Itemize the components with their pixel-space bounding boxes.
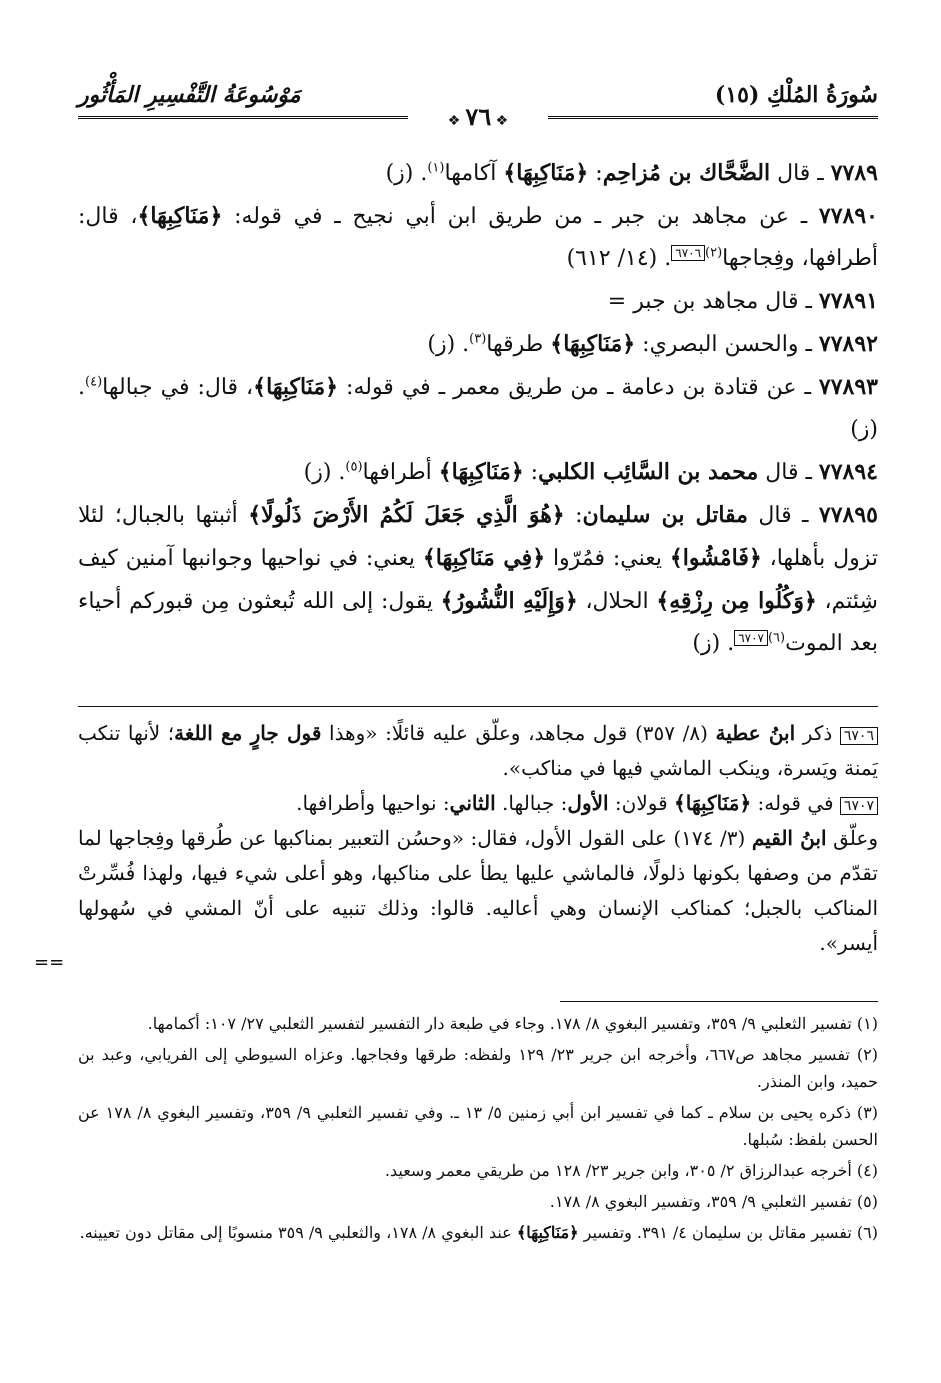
entry-text: ـ عن قتادة بن دعامة ـ من طريق معمر ـ في قوله: xyxy=(338,375,819,400)
narration-number: ٧٧٨٩٠ xyxy=(818,203,878,229)
footnote: (٤) أخرجه عبدالرزاق ٢/ ٣٠٥، وابن جرير ٢٣/ ١٢٨ من طريقي معمر وسعيد. xyxy=(384,1161,878,1180)
narration-number: ٧٧٨٩٤ xyxy=(818,459,878,485)
narrator-name: الضَّحَّاك بن مُزاحِم xyxy=(602,160,771,186)
commentary-note xyxy=(78,821,878,961)
narration-entry xyxy=(78,280,878,323)
entry-text: ـ قال مجاهد بن جبر = xyxy=(607,289,819,314)
entry-text: ، قال: في جبالها xyxy=(102,375,254,400)
footnote-text: عند البغوي ٨/ ١٧٨، والثعلبي ٩/ ٣٥٩ منسوبًا إلى مقاتل دون تعيينه. xyxy=(79,1223,517,1242)
entry-text: الحلال، xyxy=(577,589,657,614)
narration-number: ٧٧٨٩ xyxy=(830,160,878,186)
entry-source: . (ز) xyxy=(385,161,428,186)
continuation-mark: == xyxy=(34,952,65,973)
entry-text: يعني: في نواحيها وجوانبها آمنين كيف شِئتم، xyxy=(78,546,878,614)
entry-text: طرقها xyxy=(486,332,551,357)
quran-quote: ﴿مَنَاكِبِهَا﴾ xyxy=(253,374,339,400)
ornament-icon: ❖ xyxy=(491,113,509,129)
narrator-name: محمد بن السَّائِب الكلبي xyxy=(538,459,759,485)
note-emphasis: الثاني xyxy=(449,791,496,815)
entry-text: أثبتها بالجبال؛ لئلا تزول بأهلها، xyxy=(78,503,878,571)
footnote-ref: (١) xyxy=(427,160,445,176)
note-text: قولان: xyxy=(608,791,675,815)
footnote-text: (٦) تفسير مقاتل بن سليمان ٤/ ٣٩١. وتفسير xyxy=(578,1223,878,1242)
entry-source: . (ز) xyxy=(78,375,878,442)
entry-source: . (ز) xyxy=(692,631,735,656)
note-emphasis: الأول xyxy=(567,791,609,815)
note-text: (٣/ ١٧٤) على القول الأول، فقال: «وحسُن التعبير بمناكبها عن طُرقها وفِجاجها لما تقدّم من وصفها بكونها ذلولًا، فالماشي عليها يطأ على مناكبها، وهو أعلى شيء فيها، ولهذا فُسِّرتْ المناكب بالجبل؛ كمناكب الإنسان وهي أعاليه. قالوا: وذلك تنبيه على أنّ المشي في سُهولها أيسر». xyxy=(78,826,878,955)
quran-quote: ﴿وَكُلُوا مِن رِزْقِهِ﴾ xyxy=(656,588,817,614)
entry-text: آكامها xyxy=(444,161,504,186)
note-text: في قوله: xyxy=(751,791,840,815)
section-divider xyxy=(78,706,878,707)
page-number-block xyxy=(408,102,548,132)
narration-number: ٧٧٨٩١ xyxy=(818,288,878,314)
commentary-ref-box: ٦٧٠٧ xyxy=(840,797,878,815)
entry-text: : xyxy=(588,161,603,186)
quran-quote: ﴿وَإِلَيْهِ النُّشُورُ﴾ xyxy=(440,588,578,614)
footnote-divider xyxy=(560,1001,878,1002)
footnote: (١) تفسير الثعلبي ٩/ ٣٥٩، وتفسير البغوي ٨/ ١٧٨. وجاء في طبعة دار التفسير لتفسير الثعلبي ٢٧/ ١٠٧: أكمامها. xyxy=(147,1014,878,1033)
note-text: وعلّق xyxy=(826,826,878,850)
quran-quote: ﴿مَنَاكِبِهَا﴾ xyxy=(516,1223,579,1242)
sura-title: سُورَةُ المُلْكِ (١٥) xyxy=(714,82,878,108)
footnotes xyxy=(78,1010,878,1250)
commentary-notes xyxy=(78,716,878,961)
narration-entry xyxy=(78,152,878,195)
quran-quote: ﴿مَنَاكِبِهَا﴾ xyxy=(503,160,589,186)
narration-entry xyxy=(78,195,878,280)
note-text: : نواحيها وأطرافها. xyxy=(296,791,450,815)
note-text: ؛ لأنها تنكب يَمنة ويَسرة، وينكب الماشي فيها في مناكب». xyxy=(78,721,878,780)
entry-text: ـ قال xyxy=(758,460,819,485)
page-header xyxy=(78,72,878,132)
entry-source: . (١٤/ ٦١٢) xyxy=(566,246,672,271)
entry-source: . (ز) xyxy=(303,460,346,485)
entry-text: يعني: فمُرّوا xyxy=(545,546,670,571)
quran-quote: ﴿مَنَاكِبِهَا﴾ xyxy=(438,459,524,485)
quran-quote: ﴿مَنَاكِبِهَا﴾ xyxy=(674,791,752,815)
scholar-name: ابنُ عطية xyxy=(715,721,796,745)
note-text: : جبالها. xyxy=(495,791,568,815)
entry-text: يقول: إلى الله تُبعثون مِن قبوركم أحياء بعد الموت xyxy=(78,589,878,656)
narration-entry xyxy=(78,451,878,494)
entry-source: . (ز) xyxy=(427,332,470,357)
entry-text: ـ قال xyxy=(770,161,831,186)
main-text xyxy=(78,152,878,665)
footnote: (٣) ذكره يحيى بن سلام ـ كما في تفسير ابن أبي زمنين ٥/ ١٣ ـ. وفي تفسير الثعلبي ٩/ ٣٥٩، وتفسير البغوي ٨/ ١٧٨ عن الحسن بلفظ: سُبلها. xyxy=(78,1103,879,1149)
quran-quote: ﴿هُوَ الَّذِي جَعَلَ لَكُمُ الأَرْضَ ذَلُولًا﴾ xyxy=(248,502,565,528)
commentary-ref-box: ٦٧٠٦ xyxy=(840,727,878,745)
quran-quote: ﴿مَنَاكِبِهَا﴾ xyxy=(550,331,636,357)
quran-quote: ﴿فِي مَنَاكِبِهَا﴾ xyxy=(422,545,546,571)
footnote: (٥) تفسير الثعلبي ٩/ ٣٥٩، وتفسير البغوي ٨/ ١٧٨. xyxy=(549,1192,878,1211)
commentary-note xyxy=(78,786,878,821)
entry-text: : xyxy=(564,503,583,528)
entry-text: : xyxy=(523,460,539,485)
note-text: (٨/ ٣٥٧) قول مجاهد، وعلّق عليه قائلًا: «وهذا xyxy=(321,721,716,745)
commentary-ref-box: ٦٧٠٦ xyxy=(671,245,705,261)
quran-quote: ﴿مَنَاكِبِهَا﴾ xyxy=(137,203,223,229)
footnote-ref: (٢) xyxy=(705,245,723,261)
entry-text: ـ قال xyxy=(747,503,819,528)
footnote xyxy=(78,1219,878,1246)
footnote-ref: (٣) xyxy=(469,331,487,347)
footnote-ref: (٤) xyxy=(85,374,103,390)
footnote-ref: (٥) xyxy=(345,459,363,475)
note-text: ذكر xyxy=(795,721,840,745)
note-emphasis: قول جارٍ مع اللغة xyxy=(174,721,322,745)
narrator-name: مقاتل بن سليمان xyxy=(582,502,748,528)
narration-entry xyxy=(78,366,878,451)
page-number: ٧٦ xyxy=(465,102,492,131)
scholar-name: ابنُ القيم xyxy=(751,826,827,850)
footnote: (٢) تفسير مجاهد ص٦٦٧، وأخرجه ابن جرير ٢٣/ ١٢٩ ولفظه: طرقها وفجاجها. وعزاه السيوطي إلى الفريابي، وعبد بن حميد، وابن المنذر. xyxy=(78,1045,878,1091)
commentary-ref-box: ٦٧٠٧ xyxy=(734,630,768,646)
narration-number: ٧٧٨٩٢ xyxy=(818,331,878,357)
commentary-note xyxy=(78,716,878,786)
narration-entry xyxy=(78,323,878,366)
narration-number: ٧٧٨٩٣ xyxy=(818,374,878,400)
quran-quote: ﴿فَامْشُوا﴾ xyxy=(669,545,762,571)
entry-text: ـ والحسن البصري: xyxy=(635,332,819,357)
entry-text: ، قال: أطرافها، وفِجاجها xyxy=(78,204,878,271)
narration-entry xyxy=(78,494,878,665)
narration-number: ٧٧٨٩٥ xyxy=(818,502,878,528)
entry-text: أطرافها xyxy=(362,460,439,485)
footnote-ref: (٦) xyxy=(767,630,786,646)
book-title: مَوْسُوعَةُ التَّفْسِيرِ المَأْثُور xyxy=(78,82,301,108)
ornament-icon: ❖ xyxy=(447,113,461,129)
entry-text: ـ عن مجاهد بن جبر ـ من طريق ابن أبي نجيح ـ في قوله: xyxy=(222,204,819,229)
